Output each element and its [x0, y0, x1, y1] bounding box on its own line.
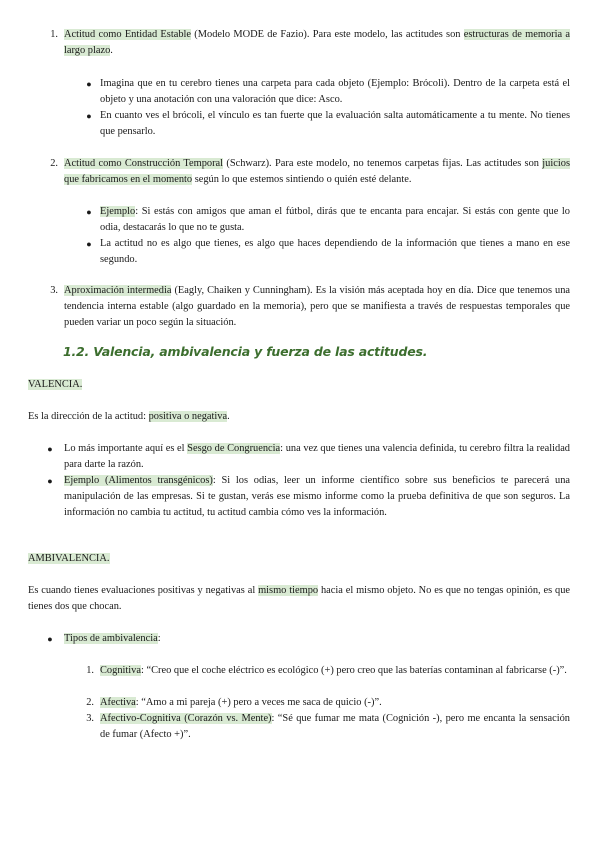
list-number-2: 2.: [50, 158, 58, 169]
tipo-1: [100, 663, 570, 679]
tipo-2-text: : “Amo a mi pareja (+) pero a veces me saca de quicio (-)”.: [135, 697, 382, 708]
list-item-3: [64, 283, 570, 331]
item-1-bullet-1: Imagina que en tu cerebro tienes una carpeta para cada objeto (Ejemplo: Brócoli). Dentro de la carpeta está el objeto y una anotación con una valoración que dice: Asco.: [100, 78, 570, 105]
valencia-b1-highlight: Sesgo de Congruencia: [187, 443, 281, 454]
valencia-intro-highlight: positiva o negativa: [148, 411, 228, 422]
tipo-3-text: : “Sé que fumar me mata (Cognición -), pero me encanta la sensación de fumar (Afecto +)”.: [100, 713, 570, 740]
item-1-highlight: estructuras de memoria a largo plazo: [64, 29, 570, 56]
item-2-bullet-1-text: : Si estás con amigos que aman el fútbol, dirás que te encanta para encajar. Si estás con gente que lo odia, destacarás lo que no te gusta.: [100, 206, 570, 233]
valencia-bullet-1: [64, 441, 570, 473]
valencia-intro-text: Es la dirección de la actitud:: [28, 411, 149, 422]
item-1-end: .: [110, 45, 113, 56]
tipo-2-label: Afectiva: [100, 697, 136, 708]
tipos-label: [64, 631, 161, 647]
tipo-number-2: 2.: [86, 697, 94, 708]
item-2-end: según lo que estemos sintiendo o quién esté delante.: [192, 174, 412, 185]
valencia-b1-text: Lo más importante aquí es el: [64, 443, 188, 454]
valencia-intro-end: .: [227, 411, 230, 422]
list-item-2: [64, 156, 570, 188]
ambivalencia-title: [28, 551, 110, 567]
bullet-icon: ●: [86, 239, 92, 249]
tipo-number-1: 1.: [86, 665, 94, 676]
item-3-title: Aproximación intermedia: [64, 285, 172, 296]
tipo-3-label: Afectivo-Cognitiva (Corazón vs. Mente): [100, 713, 272, 724]
item-1-title: Actitud como Entidad Estable: [64, 29, 192, 40]
tipos-label-text: Tipos de ambivalencia: [64, 633, 158, 644]
item-2-title: Actitud como Construcción Temporal: [64, 158, 224, 169]
tipos-label-colon: :: [157, 633, 161, 644]
list-number-1: 1.: [50, 29, 58, 40]
bullet-icon: ●: [86, 79, 92, 89]
tipo-1-label: Cognitiva: [100, 665, 141, 676]
list-number-3: 3.: [50, 285, 58, 296]
list-item-1: [64, 27, 570, 59]
bullet-icon: ●: [47, 634, 53, 644]
section-heading: 1.2. Valencia, ambivalencia y fuerza de las actitudes.: [63, 344, 428, 359]
bullet-icon: ●: [47, 476, 53, 486]
item-2-bullet-1: [100, 204, 570, 236]
valencia-intro: [28, 409, 570, 425]
valencia-b2-highlight: Ejemplo (Alimentos transgénicos): [64, 475, 213, 486]
item-2-highlight: juicios que fabricamos en el momento: [64, 158, 571, 185]
bullet-icon: ●: [86, 111, 92, 121]
item-2-text: (Schwarz). Para este modelo, no tenemos carpetas fijas. Las actitudes son: [223, 158, 543, 169]
valencia-title: [28, 377, 82, 393]
ambivalencia-intro-end: hacia el mismo objeto. No es que no tengas opinión, es que tienes dos que chocan.: [28, 585, 571, 612]
tipo-3: [100, 711, 570, 743]
tipo-1-text: : “Creo que el coche eléctrico es ecológico (+) pero creo que las baterías contaminan al fabricarse (-)”.: [140, 665, 567, 676]
ambivalencia-intro: [28, 583, 570, 615]
tipo-number-3: 3.: [86, 713, 94, 724]
valencia-b1-end: : una vez que tienes una valencia definida, tu cerebro filtra la realidad para darte la razón.: [64, 443, 570, 470]
item-2-bullet-1-label: Ejemplo: [100, 206, 136, 217]
bullet-icon: ●: [47, 444, 53, 454]
item-1-bullet-2: En cuanto ves el brócoli, el vínculo es tan fuerte que la evaluación salta automáticamente a tu mente. No tienes que pensarlo.: [100, 110, 570, 137]
item-2-bullet-2: La actitud no es algo que tienes, es algo que haces dependiendo de la información que tienes a mano en ese segundo.: [100, 238, 570, 265]
valencia-bullet-2: [64, 473, 570, 521]
item-1-text: (Modelo MODE de Fazio). Para este modelo, las actitudes son: [191, 29, 464, 40]
valencia-b2-text: : Si los odias, leer un informe científico sobre sus beneficios te parecerá una manipulación de las empresas. Si te gustan, verás ese mismo informe como la prueba definitiva de que son seguros. La información no cambia tu actitud, tu actitud cambia cómo ves la información.: [64, 475, 570, 518]
tipo-2: [100, 695, 570, 711]
valencia-title-text: VALENCIA.: [28, 379, 83, 390]
item-3-text: (Eagly, Chaiken y Cunningham). Es la visión más aceptada hoy en día. Dice que tenemos una tendencia interna estable (algo guardado en la memoria), pero que se manifiesta a través de respuestas temporales que pueden variar un poco según la situación.: [64, 285, 570, 328]
bullet-icon: ●: [86, 207, 92, 217]
ambivalencia-title-text: AMBIVALENCIA.: [28, 553, 110, 564]
ambivalencia-intro-highlight: mismo tiempo: [258, 585, 319, 596]
ambivalencia-intro-text: Es cuando tienes evaluaciones positivas y negativas al: [28, 585, 259, 596]
